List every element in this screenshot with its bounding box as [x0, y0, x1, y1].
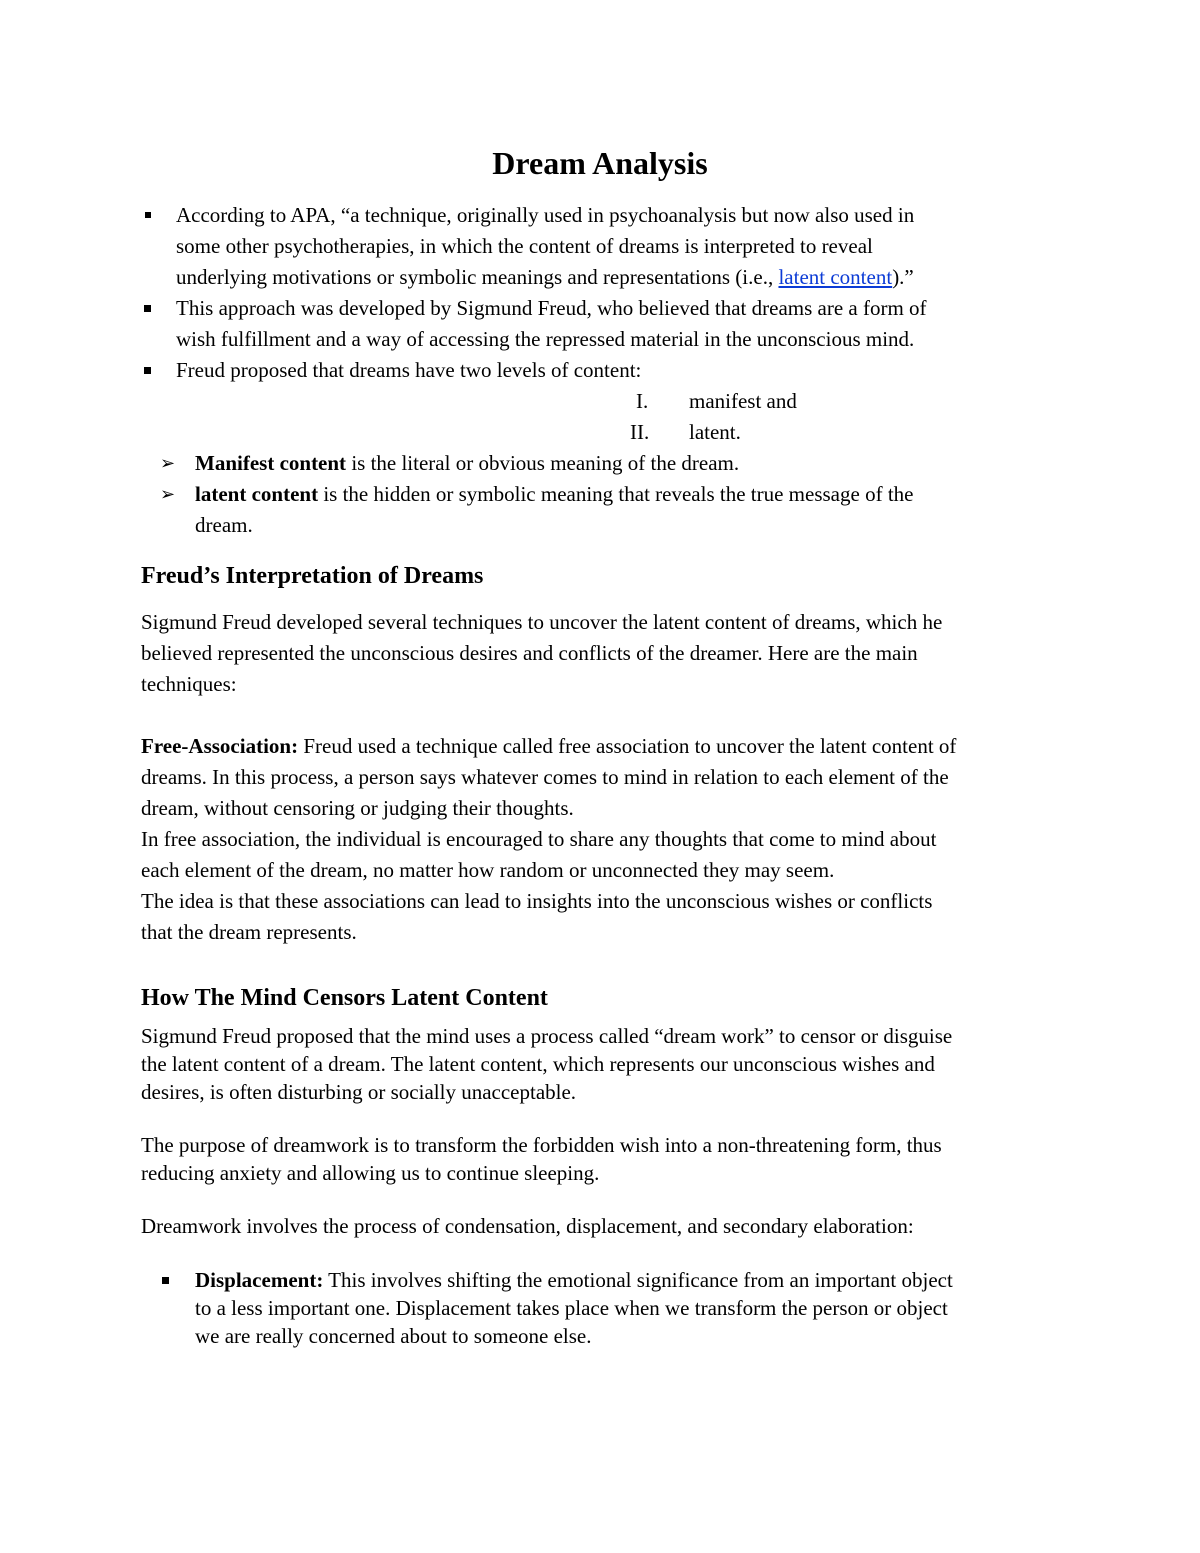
apa-definition-line-3 [176, 262, 914, 293]
page-title: Dream Analysis [492, 145, 708, 181]
displacement-term: Displacement: [195, 1268, 324, 1292]
paragraph-line: The idea is that these associations can lead to insights into the unconscious wishes or conflicts [141, 889, 933, 913]
paragraph-line: dream, without censoring or judging their thoughts. [141, 796, 574, 820]
freud-approach-line-2: wish fulfillment and a way of accessing the repressed material in the unconscious mind. [176, 327, 915, 351]
manifest-term: Manifest content [195, 451, 347, 475]
free-association-term: Free-Association: [141, 734, 299, 758]
two-levels-line: Freud proposed that dreams have two levels of content: [176, 358, 642, 382]
bullet-marker [162, 1277, 169, 1284]
arrow-bullet-icon: ➢ [160, 484, 176, 505]
manifest-definition [195, 448, 739, 479]
displacement-line-1 [195, 1266, 953, 1294]
latent-definition-line-2: dream. [195, 513, 253, 537]
displacement-description: This involves shifting the emotional significance from an important object [323, 1268, 953, 1292]
paragraph-line: believed represented the unconscious desires and conflicts of the dreamer. Here are the main [141, 641, 918, 665]
arrow-bullet-icon: ➢ [160, 453, 176, 474]
apa-definition-line-1: According to APA, “a technique, originally used in psychoanalysis but now also used in [176, 203, 915, 227]
paragraph-line: to a less important one. Displacement takes place when we transform the person or object [195, 1296, 948, 1320]
apa-definition-end: ).” [892, 265, 914, 289]
paragraph-line: desires, is often disturbing or socially unacceptable. [141, 1080, 577, 1104]
level-text: latent. [689, 420, 741, 444]
paragraph-line: each element of the dream, no matter how random or unconnected they may seem. [141, 858, 835, 882]
free-association-line-1 [141, 731, 956, 762]
latent-description: is the hidden or symbolic meaning that reveals the true message of the [318, 482, 914, 506]
section-heading-freud-interpretation: Freud’s Interpretation of Dreams [141, 563, 484, 589]
paragraph-line: reducing anxiety and allowing us to continue sleeping. [141, 1161, 600, 1185]
paragraph-line: the latent content of a dream. The latent content, which represents our unconscious wishes and [141, 1052, 935, 1076]
apa-definition-text: underlying motivations or symbolic meanings and representations (i.e., [176, 265, 779, 289]
level-number: I. [636, 389, 649, 413]
paragraph-line: The purpose of dreamwork is to transform the forbidden wish into a non-threatening form, thus [141, 1133, 942, 1157]
bullet-marker [145, 212, 151, 218]
paragraph-line: In free association, the individual is encouraged to share any thoughts that come to mind about [141, 827, 937, 851]
paragraph-line: that the dream represents. [141, 920, 357, 944]
paragraph-line: Dreamwork involves the process of condensation, displacement, and secondary elaboration: [141, 1214, 914, 1238]
paragraph-line: Sigmund Freud developed several techniques to uncover the latent content of dreams, which he [141, 610, 943, 634]
latent-content-link[interactable]: latent content [778, 265, 893, 289]
level-text: manifest and [689, 389, 797, 413]
paragraph-line: dreams. In this process, a person says whatever comes to mind in relation to each element of the [141, 765, 949, 789]
freud-approach-line-1: This approach was developed by Sigmund Freud, who believed that dreams are a form of [176, 296, 927, 320]
paragraph-line: techniques: [141, 672, 237, 696]
bullet-marker [144, 305, 151, 312]
paragraph-line: we are really concerned about to someone else. [195, 1324, 592, 1348]
free-association-description: Freud used a technique called free association to uncover the latent content of [298, 734, 957, 758]
level-number: II. [630, 420, 650, 444]
bullet-marker [144, 367, 151, 374]
latent-definition [195, 479, 913, 510]
section-heading-censor-latent: How The Mind Censors Latent Content [141, 985, 548, 1011]
manifest-description: is the literal or obvious meaning of the dream. [346, 451, 740, 475]
apa-definition-line-2: some other psychotherapies, in which the content of dreams is interpreted to reveal [176, 234, 873, 258]
latent-term: latent content [195, 482, 319, 506]
paragraph-line: Sigmund Freud proposed that the mind uses a process called “dream work” to censor or disguise [141, 1024, 953, 1048]
